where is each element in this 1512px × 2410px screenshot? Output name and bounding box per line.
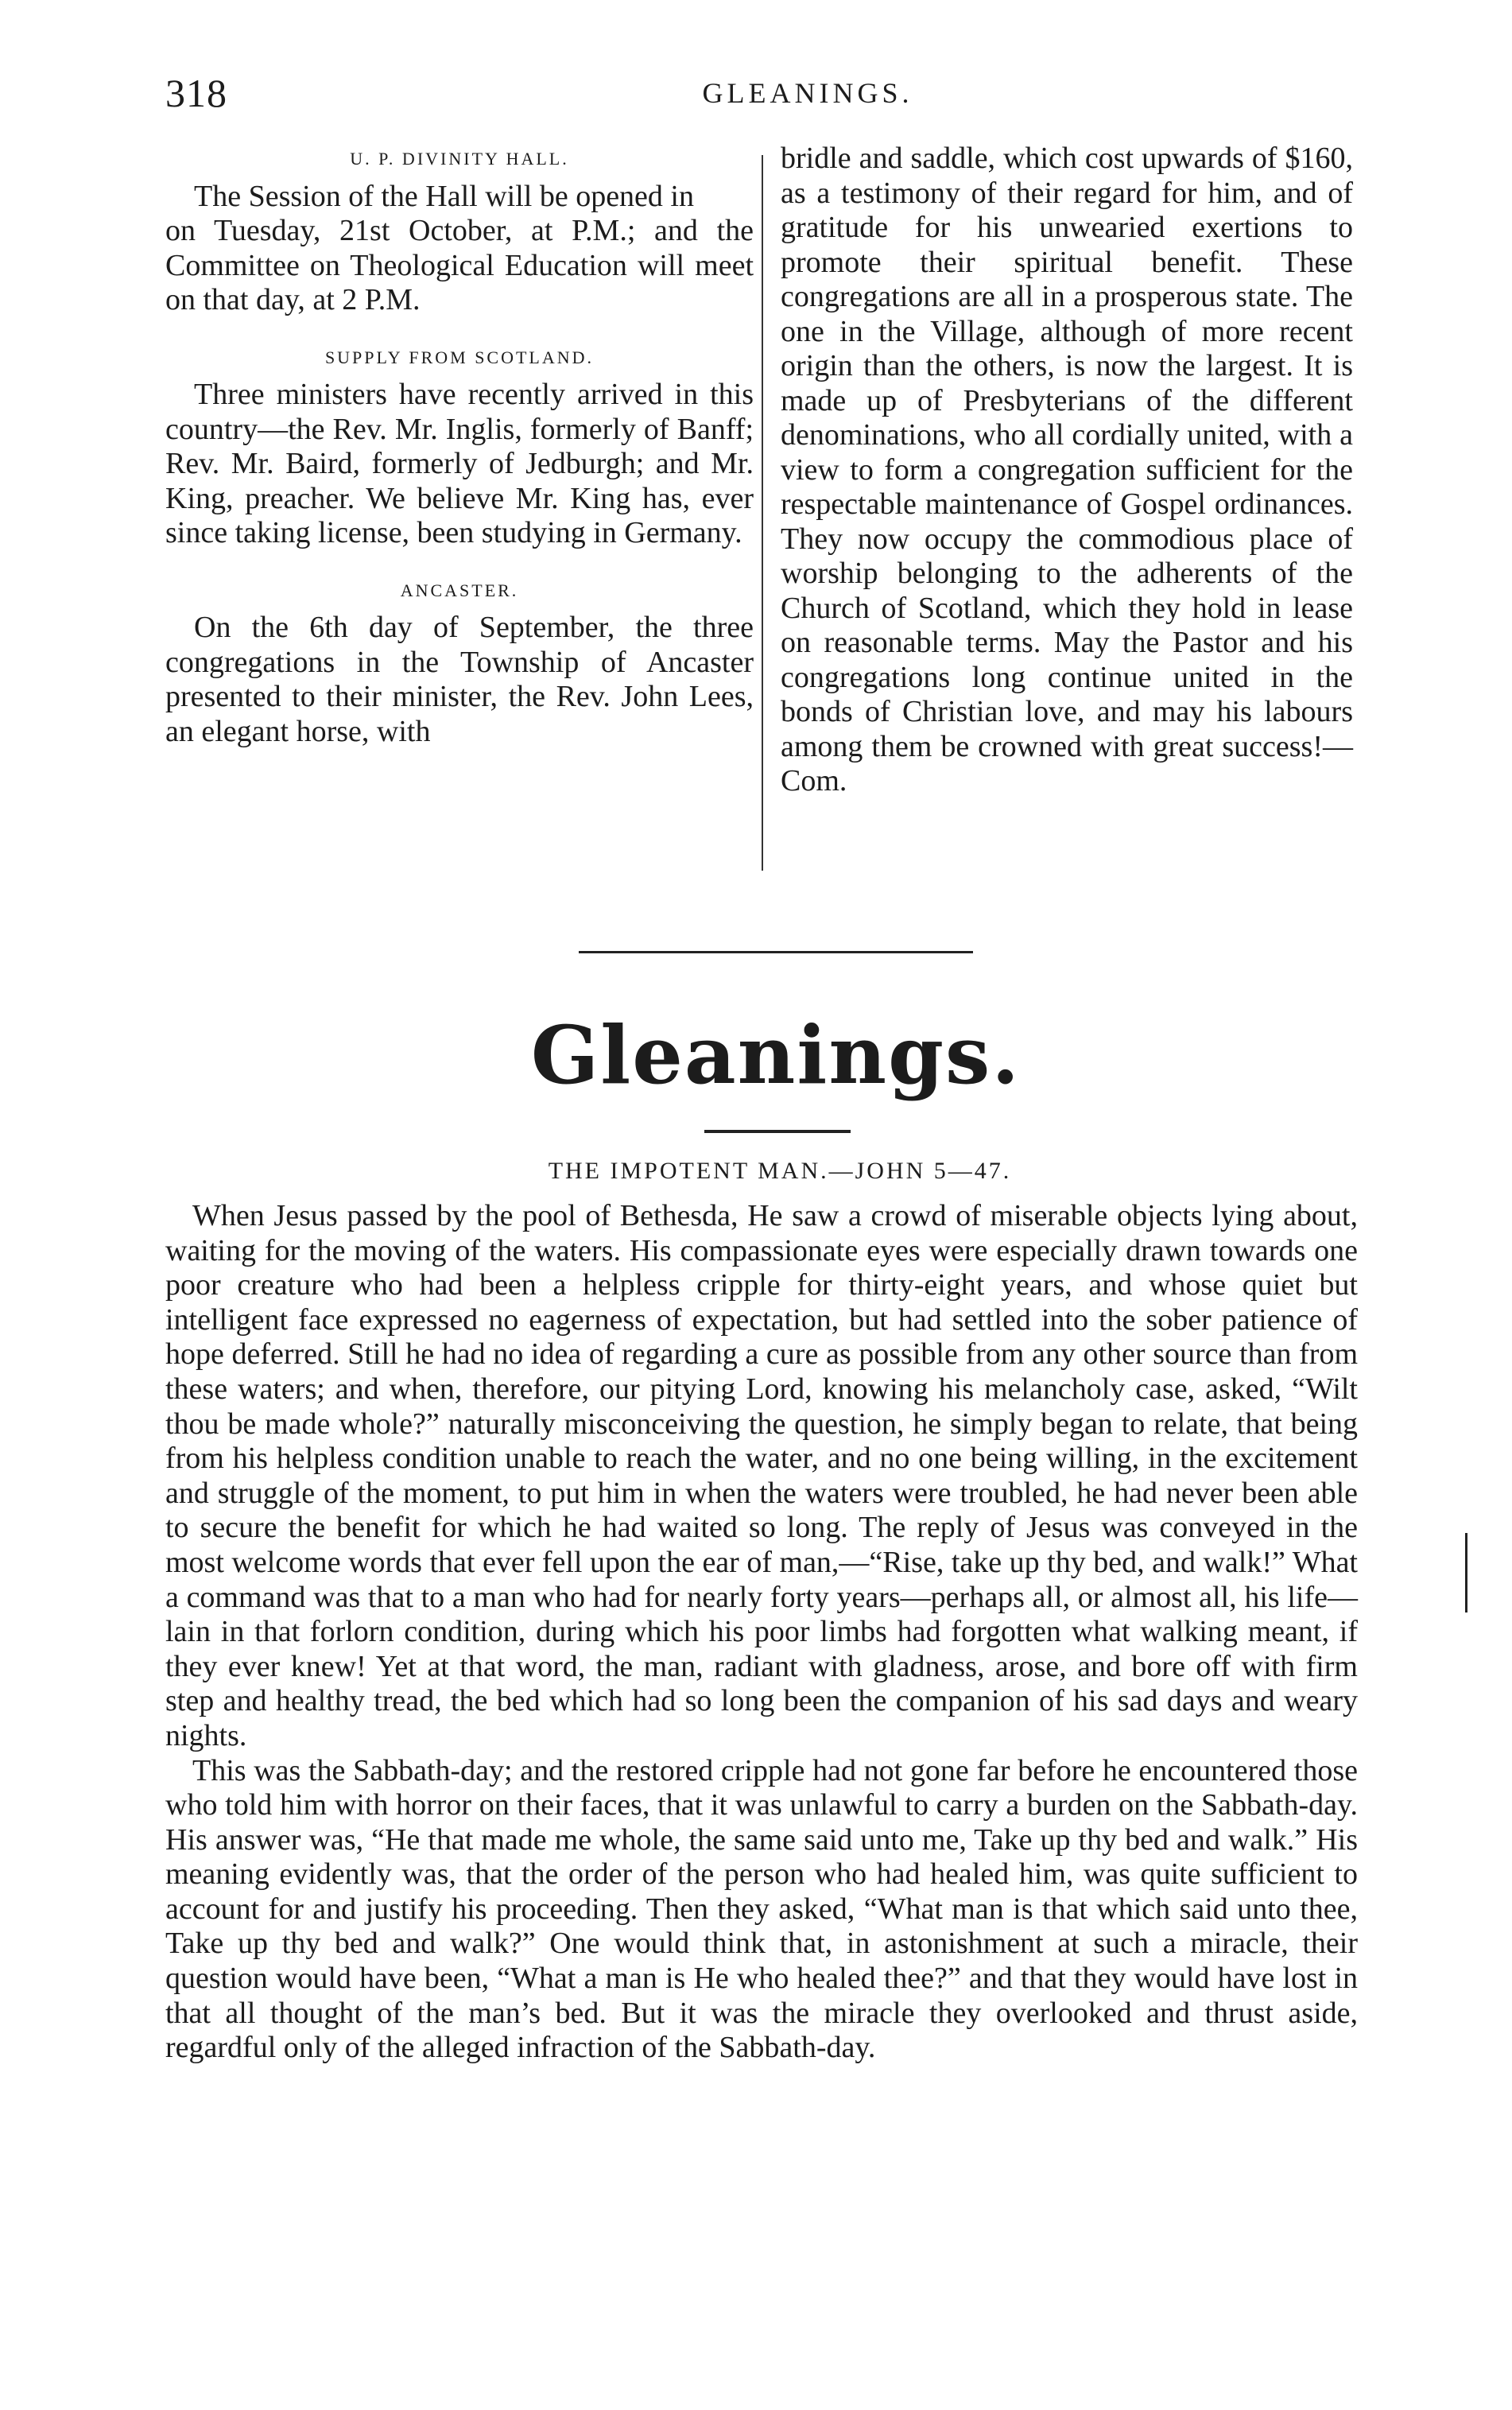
supply-heading: SUPPLY FROM SCOTLAND. [324,347,595,367]
supply-text: Three ministers have recently arrived in this country—the Rev. Mr. Inglis, formerly of Banff; Rev. Mr. Baird, formerly of Jedburgh; and Mr. King, preacher. We believe Mr. King has, ever since taking license, been studying in Germany. [165,378,754,549]
section-divider [579,951,973,953]
ancaster-text: On the 6th day of September, the three congregations in the Township of Ancaster presented to their minister, the Rev. John Lees, an elegant horse, with [165,611,754,748]
title-rule [704,1130,851,1133]
gleanings-title: Gleanings. [530,1008,1022,1102]
left-column [165,142,754,749]
article-paragraph-1: When Jesus passed by the pool of Bethesda, He saw a crowd of miserable objects lying about, waiting for the moving of the waters. His compassionate eyes were especially drawn towards one poor creature who had been a helpless cripple for thirty-eight years, and whose quiet but intelligent face expressed no eagerness of expectation, but had settled into the sober patience of hope deferred. Still he had no idea of regarding a cure as possible from any other source than from these waters; and when, therefore, our pitying Lord, knowing his melancholy case, asked, “Wilt thou be made whole?” naturally misconceiving the question, he simply began to relate, that being from his helpless condition unable to reach the water, and no one being willing, in the excitement and struggle of the moment, to put him in when the waters were troubled, he had never been able to secure the benefit for which he had waited so long. The reply of Jesus was conveyed in the most welcome words that ever fell upon the ear of man,—“Rise, take up thy bed, and walk!” What a command was that to a man who had for nearly forty years—perhaps all, or almost all, his life—lain in that forlorn condition, during which his poor limbs had forgotten what walking meant, if they ever knew! Yet at that word, the man, radiant with gladness, arose, and bore off with firm step and healthy tread, the bed which had so long been the companion of his sad days and weary nights. [165,1199,1358,1752]
article-heading: THE IMPOTENT MAN.—JOHN 5—47. [548,1158,1012,1184]
ancaster-continued-text: bridle and saddle, which cost upwards of $160, as a testimony of their regard for him, and of gratitude for his unwearied exertions to promote their spiritual benefit. These congregations are all in a prosperous state. The one in the Village, although of more recent origin than the others, is now the largest. It is made up of Presbyterians of the different denominations, who all cordially united, with a view to form a congregation sufficient for the respectable maintenance of Gospel ordinances. They now occupy the commodious place of worship belonging to the adherents of the Church of Scotland, which they hold in lease on reasonable terms. May the Pastor and his congregations long continue united in the bonds of Christian love, and may his labours among them be crowned with great success!—Com. [781,142,1353,798]
page-number: 318 [165,71,227,115]
running-head: GLEANINGS. [702,77,913,109]
divinity-hall-heading: U. P. DIVINITY HALL. [350,149,569,169]
article-paragraph-2: This was the Sabbath-day; and the restored cripple had not gone far before he encountered those who told him with horror on their faces, that it was unlawful to carry a burden on the Sabbath-day. His answer was, “He that made me whole, the same said unto me, Take up thy bed and walk.” His meaning evidently was, that the order of the person who had healed him, was quite sufficient to account for and justify his proceeding. Then they asked, “What man is that which said unto thee, Take up thy bed and walk?” One would think that, in astonishment at such a miracle, their question would have been, “What a man is He who healed thee?” and that they would have lost in that all thought of the man’s bed. But it was the miracle they overlooked and thrust aside, regardful only of the alleged infraction of the Sabbath-day. [165,1753,1358,2065]
ancaster-heading: ANCASTER. [400,580,519,600]
article-body [165,1199,1358,2066]
column-rule [762,155,763,871]
right-column [781,142,1353,799]
divinity-hall-line-1: The Session of the Hall will be opened in [194,179,694,213]
divinity-hall-line-2: on Tuesday, 21st October, at P.M.; and the Committee on Theological Education will meet on that day, at 2 P.M. [165,214,754,316]
margin-mark [1465,1533,1467,1612]
